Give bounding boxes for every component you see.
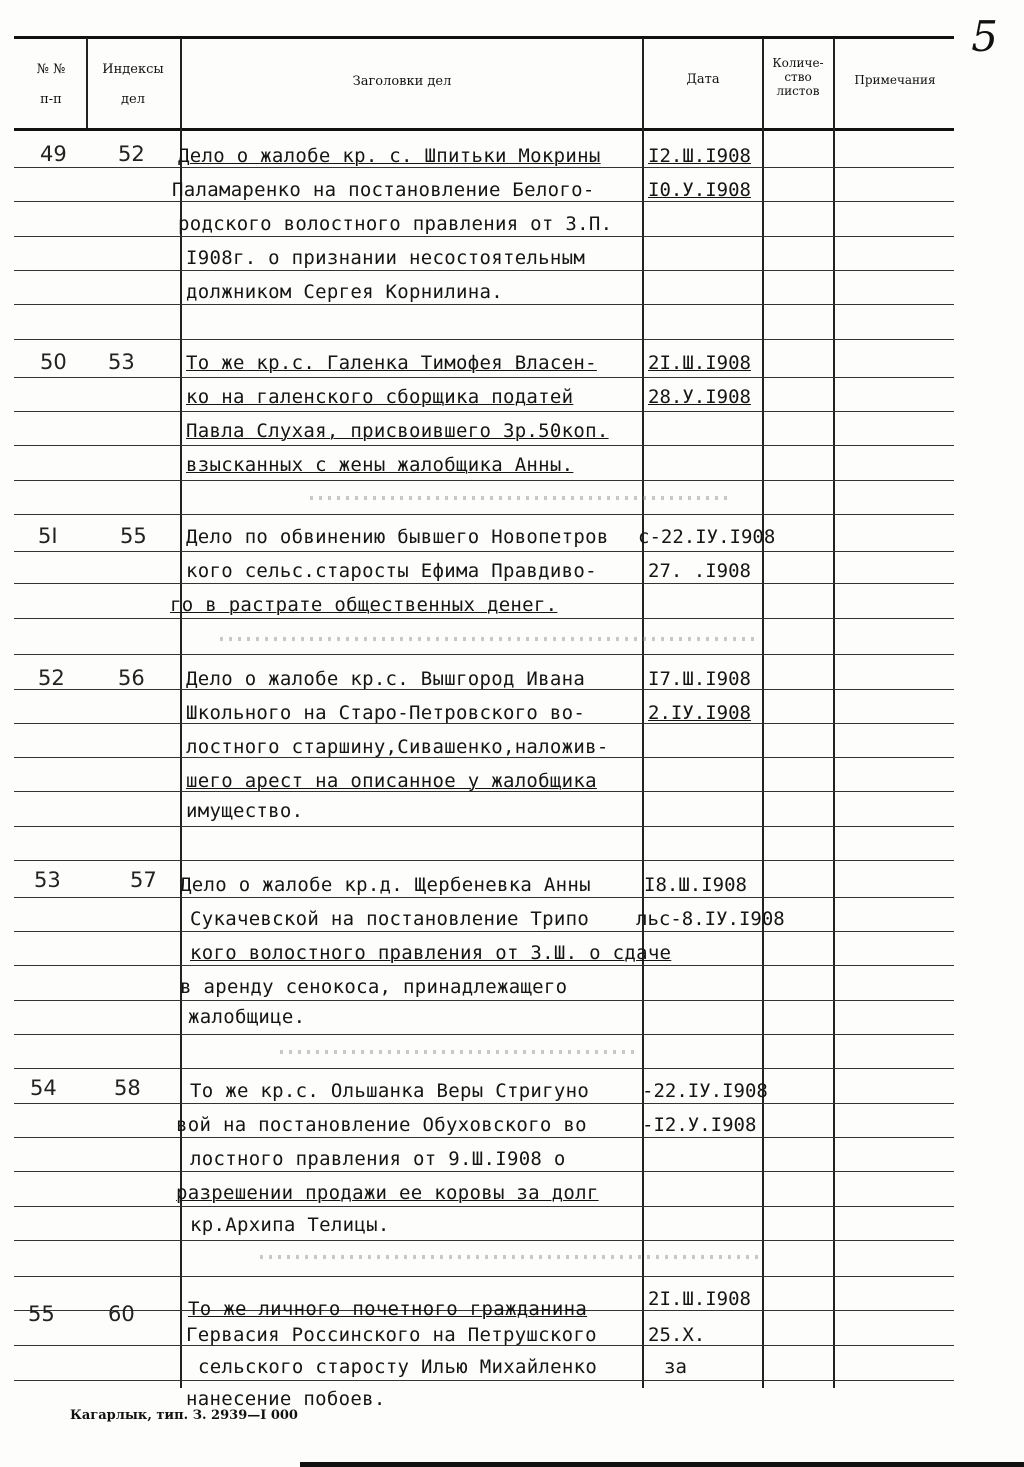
entry-title-line: Павла Слухая, присвоившего 3р.50коп. bbox=[186, 420, 609, 442]
entry-index: 55 bbox=[120, 524, 147, 548]
row-rule bbox=[14, 1103, 954, 1104]
header-sheets-line1: Количе- bbox=[772, 56, 824, 70]
table-top-border bbox=[14, 36, 954, 39]
header-date: Дата bbox=[686, 72, 720, 87]
row-rule bbox=[14, 1171, 954, 1172]
entry-date-end: 2.IУ.I908 bbox=[648, 702, 751, 724]
row-rule bbox=[14, 304, 954, 305]
row-rule bbox=[14, 514, 954, 515]
scan-noise bbox=[260, 1255, 760, 1259]
entry-title-line: шего арест на описанное у жалобщика bbox=[186, 770, 597, 792]
entry-date-end: -I2.У.I908 bbox=[642, 1114, 757, 1136]
row-rule bbox=[14, 1034, 954, 1035]
entry-index: 58 bbox=[114, 1076, 141, 1100]
entry-date-end: 27. .I908 bbox=[648, 560, 751, 582]
entry-index: 56 bbox=[118, 666, 145, 690]
printer-imprint: Кагарлык, тип. З. 2939—I 000 bbox=[70, 1408, 298, 1423]
entry-title-line: кого сельс.старосты Ефима Правдиво- bbox=[186, 560, 597, 582]
row-rule bbox=[14, 1240, 954, 1241]
entry-title-line: I908г. о признании несостоятельным bbox=[186, 247, 586, 269]
entry-title-line: имущество. bbox=[186, 800, 304, 822]
row-rule bbox=[14, 1068, 954, 1069]
entry-number: 54 bbox=[30, 1076, 57, 1100]
scan-noise bbox=[310, 496, 730, 500]
header-sheets-line2: ство bbox=[784, 70, 812, 84]
entry-title-line: вой на постановление Обуховского во bbox=[176, 1114, 587, 1136]
row-rule bbox=[14, 654, 954, 655]
row-rule bbox=[14, 1137, 954, 1138]
entry-title-line: разрешении продажи ее коровы за долг bbox=[176, 1182, 599, 1204]
entry-number: 55 bbox=[28, 1302, 55, 1326]
entry-date-start: с-22.IУ.I908 bbox=[638, 526, 776, 548]
row-rule bbox=[14, 1206, 954, 1207]
page-bottom-edge bbox=[300, 1462, 1024, 1467]
entry-index: 52 bbox=[118, 142, 145, 166]
row-rule bbox=[14, 167, 954, 168]
entry-date-end: 25.Х. bbox=[648, 1324, 706, 1346]
row-rule bbox=[14, 897, 954, 898]
row-rule bbox=[14, 618, 954, 619]
entry-title-line: лостного правления от 9.Ш.I908 о bbox=[190, 1148, 566, 1170]
header-sheets-line3: листов bbox=[776, 84, 820, 98]
entry-number: 52 bbox=[38, 666, 65, 690]
row-rule bbox=[14, 411, 954, 412]
page-number: 5 bbox=[971, 12, 998, 61]
entry-title-line: Дело о жалобе кр.с. Вышгород Ивана bbox=[186, 668, 586, 690]
col-divider-3 bbox=[642, 38, 644, 1388]
entry-date-start: I8.Ш.I908 bbox=[644, 874, 747, 896]
entry-date-start: -22.IУ.I908 bbox=[642, 1080, 768, 1102]
row-rule bbox=[14, 480, 954, 481]
entry-title-line: Школьного на Старо-Петровского во- bbox=[186, 702, 586, 724]
entry-title-line: То же кр.с. Ольшанка Веры Стригуно bbox=[190, 1080, 590, 1102]
header-num-line1: № № bbox=[36, 62, 66, 77]
entry-extra-word: за bbox=[664, 1356, 687, 1378]
col-divider-4 bbox=[762, 38, 764, 1388]
entry-title-line: в аренду сенокоса, принадлежащего bbox=[180, 976, 568, 998]
entry-title-line: сельского старосту Илью Михайленко bbox=[198, 1356, 598, 1378]
entry-date-start: 2I.Ш.I908 bbox=[648, 352, 751, 374]
entry-title-line: кр.Архипа Телицы. bbox=[190, 1214, 390, 1236]
entry-title-line: взысканных с жены жалобщика Анны. bbox=[186, 454, 574, 476]
entry-date-end: 28.У.I908 bbox=[648, 386, 751, 408]
entry-index: 57 bbox=[130, 868, 157, 892]
entry-title-line: Дело по обвинению бывшего Новопетров bbox=[186, 526, 609, 548]
entry-title-line: кого волостного правления от 3.Ш. о сдаче bbox=[190, 942, 672, 964]
entry-number: 53 bbox=[34, 868, 61, 892]
entry-date-start: I7.Ш.I908 bbox=[648, 668, 751, 690]
row-rule bbox=[14, 270, 954, 271]
header-num-line2: п-п bbox=[40, 92, 62, 107]
entry-title-line: Паламаренко на постановление Белого- bbox=[172, 179, 595, 201]
header-bottom-border bbox=[14, 128, 954, 131]
header-notes: Примечания bbox=[854, 73, 936, 87]
entry-index: 53 bbox=[108, 350, 135, 374]
row-rule bbox=[14, 551, 954, 552]
header-index-line2: дел bbox=[121, 92, 145, 107]
entry-title-line: Сукачевской на постановление Трипо bbox=[190, 908, 590, 930]
header-index-line1: Индексы bbox=[102, 62, 164, 77]
scan-noise bbox=[280, 1050, 640, 1054]
row-rule bbox=[14, 236, 954, 237]
row-rule bbox=[14, 1000, 954, 1001]
header-sheets bbox=[764, 56, 832, 98]
entry-title-line: То же кр.с. Галенка Тимофея Власен- bbox=[186, 352, 597, 374]
scan-noise bbox=[220, 637, 760, 641]
row-rule bbox=[14, 931, 954, 932]
row-rule bbox=[14, 583, 954, 584]
entry-title-line: жалобщице. bbox=[188, 1006, 306, 1028]
entry-number: 49 bbox=[40, 142, 67, 166]
row-rule bbox=[14, 377, 954, 378]
entry-number: 50 bbox=[40, 350, 67, 374]
entry-index: 60 bbox=[108, 1302, 135, 1326]
row-rule bbox=[14, 201, 954, 202]
entry-title-line: должником Сергея Корнилина. bbox=[186, 281, 503, 303]
row-rule bbox=[14, 1276, 954, 1277]
row-rule bbox=[14, 965, 954, 966]
entry-title-line: Дело о жалобе кр.д. Щербеневка Анны bbox=[180, 874, 591, 896]
entry-title-line: То же личного почетного гражданина bbox=[188, 1298, 588, 1320]
entry-number: 5I bbox=[38, 524, 58, 548]
entry-date-start: 2I.Ш.I908 bbox=[648, 1288, 751, 1310]
row-rule bbox=[14, 860, 954, 861]
header-index bbox=[88, 62, 178, 108]
entry-date-start: I2.Ш.I908 bbox=[648, 145, 751, 167]
row-rule bbox=[14, 339, 954, 340]
entry-title-line: го в растрате общественных денег. bbox=[170, 594, 558, 616]
row-rule bbox=[14, 1380, 954, 1381]
row-rule bbox=[14, 445, 954, 446]
header-title: Заголовки дел bbox=[352, 74, 452, 89]
entry-title-line: Дело о жалобе кр. с. Шпитьки Мокрины bbox=[178, 145, 601, 167]
entry-title-line: нанесение побоев. bbox=[186, 1388, 386, 1410]
row-rule bbox=[14, 826, 954, 827]
entry-title-line: ко на галенского сборщика податей bbox=[186, 386, 574, 408]
col-divider-5 bbox=[833, 38, 835, 1388]
entry-date-end: I0.У.I908 bbox=[648, 179, 751, 201]
entry-title-line: лостного старшину,Сивашенко,наложив- bbox=[186, 736, 609, 758]
header-num bbox=[18, 62, 84, 108]
entry-title-line: Гервасия Россинского на Петрушского bbox=[186, 1324, 597, 1346]
entry-date-end: льс-8.IУ.I908 bbox=[636, 908, 785, 930]
entry-title-line: родского волостного правления от 3.П. bbox=[178, 213, 613, 235]
